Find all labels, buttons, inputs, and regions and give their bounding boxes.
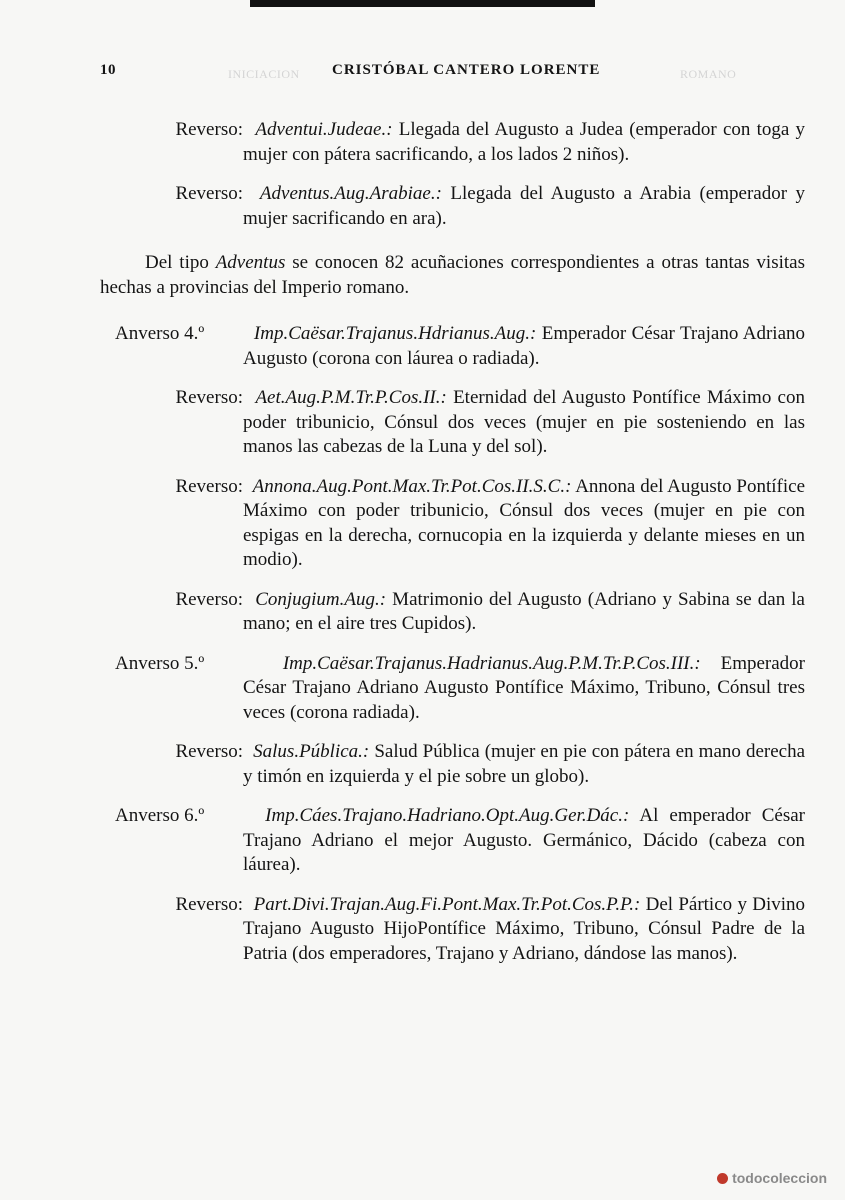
bleed-through-text: INICIACION: [228, 67, 300, 81]
coin-legend: Aet.Aug.P.M.Tr.P.Cos.II.:: [255, 387, 447, 408]
entry-label: Reverso:: [175, 588, 243, 610]
intro-paragraph: Del tipo Adventus se conocen 82 acuñaciones correspondientes a otras tantas visitas hechas a provincias del Imperio romano.: [100, 252, 805, 298]
entry-label: Reverso:: [175, 183, 243, 204]
watermark-dot-icon: [717, 1173, 728, 1184]
entry-label: Reverso:: [175, 119, 243, 140]
watermark: todocoleccion: [717, 1170, 827, 1186]
coin-legend: Salus.Pública.:: [253, 741, 370, 762]
entry-reverso: [100, 588, 805, 637]
entry-body: [243, 182, 805, 231]
entry-reverso: [100, 740, 805, 789]
entry-description: Emperador César Trajano Adriano Augusto (corona con láurea o radiada).: [243, 323, 806, 369]
page-body: [100, 118, 805, 981]
entry-description: Llegada del Augusto a Arabia (emperador y mujer sacrificando en ara).: [243, 183, 805, 229]
entry-body: [243, 588, 805, 637]
entry-body: [243, 386, 805, 460]
entry-description: Matrimonio del Augusto (Adriano y Sabina se dan la mano; en el aire tres Cupidos).: [243, 588, 805, 634]
entry-label: Anverso 6.º: [115, 805, 205, 826]
entry-reverso: [100, 475, 805, 573]
coin-legend: Imp.Caësar.Trajanus.Hadrianus.Aug.P.M.Tr.P.Cos.III.:: [282, 652, 701, 674]
scan-top-bar: [250, 0, 595, 7]
entry-body: [243, 118, 805, 167]
entry-description: Emperador César Trajano Adriano Augusto Pontífice Máximo, Tribuno, Cónsul tres veces (corona radiada).: [243, 652, 806, 723]
entry-description: Llegada del Augusto a Judea (emperador con toga y mujer con pátera sacrificando, a los lados 2 niños).: [243, 119, 806, 165]
entry-body: [243, 893, 805, 967]
entry-description: Annona del Augusto Pontífice Máximo con poder tribunicio, Cónsul dos veces (mujer en pie con espigas en la derecha, cornucopia en la izquierda y delante mieses en un modio).: [243, 475, 805, 570]
coin-entries: [100, 322, 805, 966]
coin-legend: Imp.Caësar.Trajanus.Hdrianus.Aug.:: [253, 323, 537, 344]
bleed-through-text: ROMANO: [680, 67, 737, 81]
italic-term: Adventus: [215, 252, 286, 273]
entry-reverso: [100, 386, 805, 460]
entry-description: Del Pártico y Divino Trajano Augusto HijoPontífice Máximo, Tribuno, Cónsul Padre de la Patria (dos emperadores, Trajano y Adriano, dándose las manos).: [243, 893, 806, 964]
entry-label: Reverso:: [175, 741, 243, 762]
entry-label: Anverso 5.º: [115, 652, 205, 674]
entry-body: [243, 740, 805, 789]
entry-body: [243, 652, 805, 726]
entry-reverso: [100, 182, 805, 231]
entry-label: Reverso:: [175, 475, 243, 497]
entry-description: Eternidad del Augusto Pontífice Máximo con poder tribunicio, Cónsul dos veces (mujer en pie sosteniendo en las manos las cabezas de la Luna y del sol).: [243, 387, 805, 457]
entry-body: [243, 322, 805, 371]
entry-body: [243, 475, 805, 573]
coin-legend: Part.Divi.Trajan.Aug.Fi.Pont.Max.Tr.Pot.Cos.P.P.:: [253, 893, 641, 915]
entry-label: Anverso 4.º: [115, 323, 205, 344]
coin-legend: Imp.Cáes.Trajano.Hadriano.Opt.Aug.Ger.Dác.:: [265, 805, 630, 826]
entry-reverso: [100, 893, 805, 967]
entry-description: Al emperador César Trajano Adriano el mejor Augusto. Germánico, Dácido (cabeza con láurea).: [243, 805, 805, 875]
coin-legend: Adventui.Judeae.:: [255, 119, 393, 140]
coin-legend: Adventus.Aug.Arabiae.:: [259, 183, 442, 204]
entry-anverso: [100, 322, 805, 371]
running-title: CRISTÓBAL CANTERO LORENTE: [332, 62, 601, 78]
entry-description: Salud Pública (mujer en pie con pátera en mano derecha y timón en izquierda y el pie sobre un globo).: [243, 741, 806, 787]
page-header: [100, 62, 810, 84]
entry-anverso: [100, 652, 805, 726]
entry-label: Reverso:: [175, 387, 243, 408]
entry-reverso: [100, 118, 805, 167]
entry-body: [243, 804, 805, 878]
entry-anverso: [100, 804, 805, 878]
coin-legend: Annona.Aug.Pont.Max.Tr.Pot.Cos.II.S.C.:: [252, 475, 572, 497]
page-number: 10: [100, 62, 116, 78]
coin-legend: Conjugium.Aug.:: [255, 588, 387, 610]
entry-label: Reverso:: [175, 893, 243, 915]
